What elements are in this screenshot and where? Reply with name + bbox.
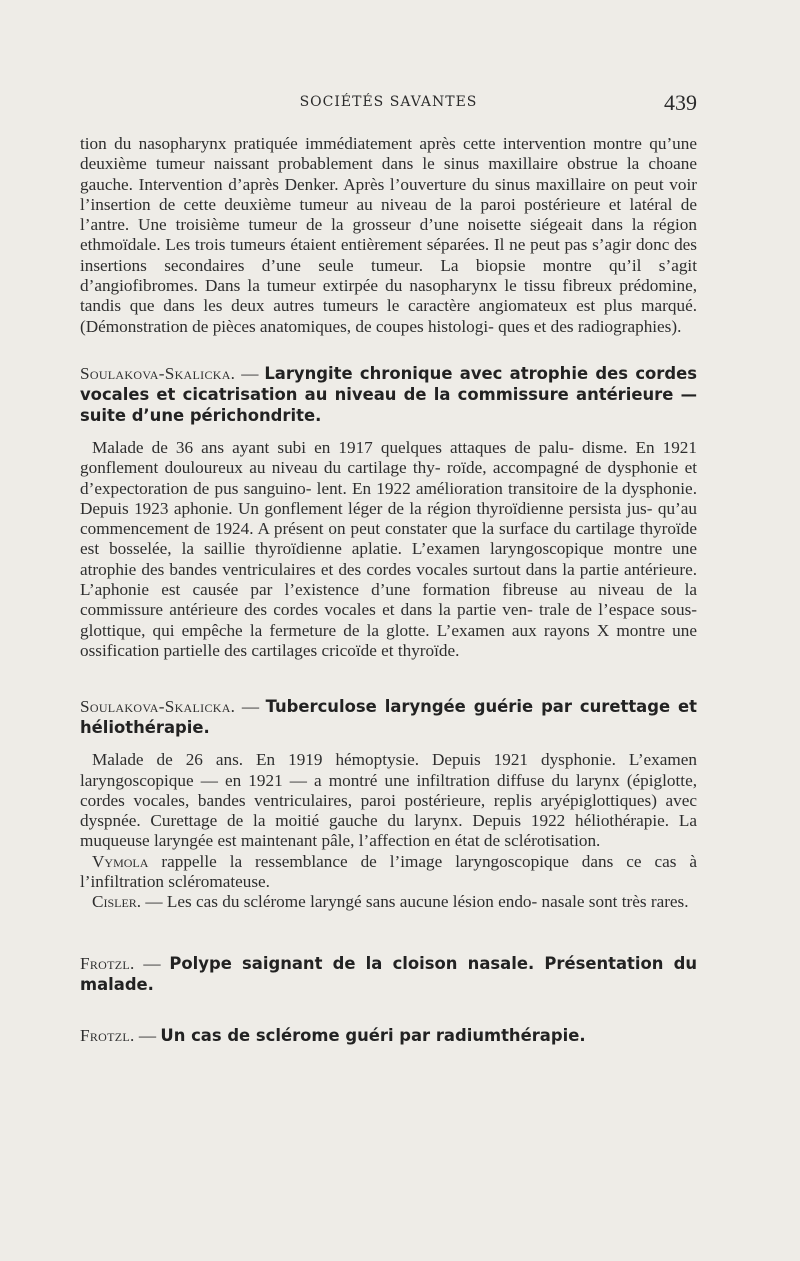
- entry-author: Soulakova-Skalicka.: [80, 363, 236, 383]
- remark-text: — Les cas du sclérome laryngé sans aucune lésion endo- nasale sont très rares.: [141, 892, 689, 912]
- entry-dash: —: [235, 697, 266, 717]
- entry-title: Un cas de sclérome guéri par radiumthérapie.: [160, 1025, 586, 1045]
- entry-title: Polype saignant de la cloison nasale. Présentation du malade.: [80, 953, 698, 994]
- page-header: [80, 90, 697, 120]
- entry-remark: [80, 892, 697, 912]
- entry-dash: —: [235, 363, 265, 383]
- entry-author: Frotzl.: [80, 1025, 135, 1045]
- entry-title: Laryngite chronique avec atrophie des cordes vocales et cicatrisation au niveau de la commissure antérieure — suite d’une périchondrite.: [80, 363, 697, 425]
- remark-text: rappelle la ressemblance de l’image laryngoscopique dans ce cas à l’infiltration scléromateuse.: [80, 851, 697, 892]
- entry-heading: [80, 696, 697, 738]
- entry-body: Malade de 26 ans. En 1919 hémoptysie. Depuis 1921 dysphonie. L’examen laryngoscopique — en 1921 — a montré une infiltration diffuse du larynx (épiglotte, cordes vocales, bandes ventriculaires, paroi postérieure, replis aryépiglottiques) avec dyspnée. Curettage de la moitié gauche du larynx. Depuis 1922 héliothérapie. La muqueuse laryngée est maintenant pâle, l’affection en état de sclérotisation.: [80, 750, 697, 851]
- entry-heading: [80, 953, 697, 995]
- entry-title: Tuberculose laryngée guérie par curettage et héliothérapie.: [80, 697, 698, 738]
- paragraph-continuation: tion du nasopharynx pratiquée immédiatement après cette intervention montre qu’une deuxième tumeur naissant probablement dans le sinus maxillaire obstrue la choane gauche. Intervention d’après Denker. Après l’ouverture du sinus maxillaire on peut voir l’insertion de cette deuxième tumeur au niveau de la paroi postérieure et latéral de l’antre. Une troisième tumeur de la grosseur d’une noisette siégeait dans la région ethmoïdale. Les trois tumeurs étaient entièrement séparées. Il ne peut pas s’agir donc des insertions secondaires d’une seule tumeur. La biopsie montre qu’il s’agit d’angiofibromes. Dans la tumeur extirpée du nasopharynx le tissu fibreux prédomine, tandis que dans les deux autres tumeurs le caractère angiomateux est plus marqué. (Démonstration de pièces anatomiques, de coupes histologi- ques et des radiographies).: [80, 134, 697, 336]
- remark-author: Vymola: [92, 851, 149, 871]
- page-number: 439: [664, 90, 697, 115]
- page-body: [80, 134, 697, 1046]
- entry-dash: —: [134, 1025, 161, 1045]
- entry-body: Malade de 36 ans ayant subi en 1917 quelques attaques de palu- disme. En 1921 gonflement douloureux au niveau du cartilage thy- roïde, accompagné de dysphonie et d’expectoration de pus sanguino- lent. En 1922 amélioration transitoire de la dysphonie. Depuis 1923 aphonie. Un gonflement léger de la région thyroïdienne persista jus- qu’au commencement de 1924. A présent on peut constater que la surface du cartilage thyroïde est bosselée, la saillie thyroïdienne aplatie. L’examen laryngoscopique montre une atrophie des bandes ventriculaires et des cordes vocales surtout dans la partie antérieure. L’aphonie est causée par l’existence d’une formation fibreuse au niveau de la commissure antérieure des cordes vocales et dans la partie ven- trale de l’espace sous-glottique, qui empêche la fermeture de la glotte. L’examen aux rayons X montre une ossification partielle des cartilages cricoïde et thyroïde.: [80, 437, 697, 660]
- entry-dash: —: [134, 953, 170, 973]
- remark-author: Cisler.: [92, 892, 142, 912]
- entry-heading: [80, 363, 697, 426]
- entry-author: Frotzl.: [80, 953, 135, 973]
- entry-remark: [80, 852, 697, 893]
- running-head: SOCIÉTÉS SAVANTES: [299, 94, 478, 110]
- entry-author: Soulakova-Skalicka.: [80, 697, 236, 717]
- entry-heading: [80, 1025, 697, 1046]
